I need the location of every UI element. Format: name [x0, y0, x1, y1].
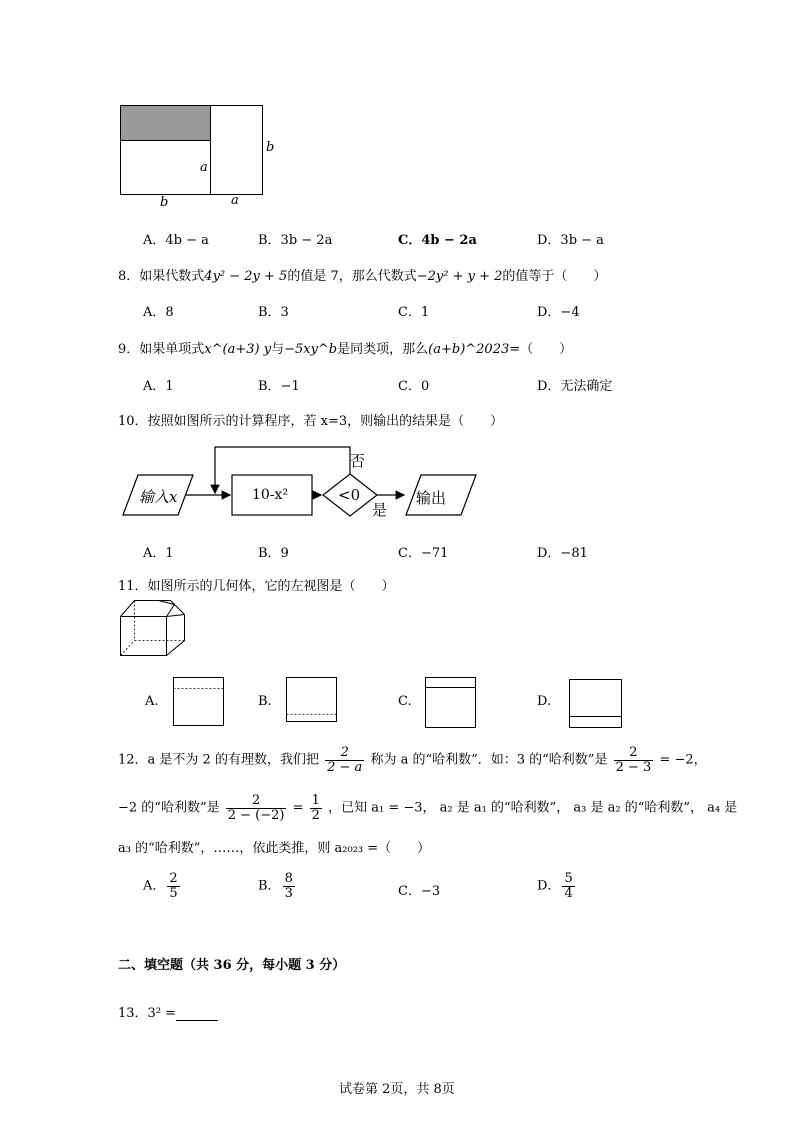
q11-option-b-figure[interactable]	[285, 676, 339, 728]
q8-option-b[interactable]: B．3	[258, 305, 289, 320]
q7-option-a[interactable]: A．4b − a	[143, 233, 209, 248]
label-a-bottom: a	[231, 193, 239, 208]
q8-stem: 8．如果代数式4y² − 2y + 5的值是 7，那么代数式−2y² + y + 2的值等于（ ）	[118, 269, 607, 284]
q12-option-b[interactable]: B． $\frac{8}{3}$	[258, 871, 293, 901]
q12-option-a[interactable]: A． $\frac{2}{5}$	[143, 871, 178, 901]
q7-option-d[interactable]: D．3b − a	[537, 233, 604, 248]
flow-input-label: 输入x	[139, 488, 178, 506]
section-2-title: 二、填空题（共 36 分，每小题 3 分）	[118, 958, 346, 973]
q9-option-a[interactable]: A．1	[143, 379, 174, 394]
q12-line3: a₃ 的“哈利数”，……，依此类推，则 a₂₀₂₃ =（ ）	[118, 841, 431, 856]
q7-figure	[110, 100, 290, 215]
q8-option-c[interactable]: C．1	[398, 305, 430, 320]
q12-line2: −2 的“哈利数”是 $\frac{2}{2 - (-2)}$ = $\frac{1}{2}$ ，已知 a₁ = −3， a₂ 是 a₁ 的“哈利数”， a₃ 是 a₂ 的“哈利数”， a₄ 是	[118, 793, 738, 823]
q8-option-a[interactable]: A．8	[143, 305, 174, 320]
q11-option-c-figure[interactable]	[424, 676, 478, 728]
flow-decision-label: <0	[338, 486, 361, 504]
q12-option-c[interactable]: C．−3	[398, 884, 441, 899]
q7-option-c[interactable]: C．4b − 2a	[398, 233, 477, 248]
q10-flowchart	[118, 440, 488, 525]
q10-option-b[interactable]: B．9	[258, 546, 289, 561]
q11-option-d-figure[interactable]	[568, 678, 624, 730]
q11-option-d[interactable]: D.	[537, 694, 552, 709]
q9-stem: 9．如果单项式x^(a+3) y与−5xy^b是同类项，那么(a+b)^2023=（ ）	[118, 342, 573, 357]
q11-option-a-figure[interactable]	[172, 676, 226, 728]
q9-option-b[interactable]: B．−1	[258, 379, 300, 394]
q7-option-b[interactable]: B．3b − 2a	[258, 233, 333, 248]
flow-output-label: 输出	[416, 489, 447, 507]
q11-option-c[interactable]: C.	[398, 694, 412, 709]
page-footer: 试卷第 2页，共 8页	[339, 1082, 455, 1097]
shaded-rect	[121, 106, 211, 141]
q13-stem: 13．3² =	[118, 1002, 218, 1021]
q8-option-d[interactable]: D．−4	[537, 305, 580, 320]
q11-option-a[interactable]: A.	[145, 694, 159, 709]
q11-option-b[interactable]: B.	[258, 694, 272, 709]
q10-option-a[interactable]: A．1	[143, 546, 174, 561]
q13-answer-blank[interactable]	[176, 1008, 218, 1021]
label-a-inner: a	[200, 160, 208, 175]
q9-option-c[interactable]: C．0	[398, 379, 430, 394]
flow-process-label: 10-x²	[252, 487, 289, 503]
flow-no-label: 否	[350, 452, 366, 470]
q9-option-d[interactable]: D．无法确定	[537, 379, 613, 394]
q10-stem: 10．按照如图所示的计算程序，若 x=3，则输出的结果是（ ）	[118, 414, 504, 429]
q12-line1: 12．a 是不为 2 的有理数，我们把 $\frac{2}{2 - a}$ 称为 a 的“哈利数”．如：3 的“哈利数”是 $\frac{2}{2 - 3}$ = −2，	[118, 745, 707, 775]
q12-option-d[interactable]: D． $\frac{5}{4}$	[537, 871, 573, 901]
flow-yes-label: 是	[372, 501, 388, 519]
label-b-right: b	[266, 140, 275, 155]
label-b-bottom: b	[160, 195, 169, 210]
q10-option-d[interactable]: D．−81	[537, 546, 588, 561]
q10-option-c[interactable]: C．−71	[398, 546, 449, 561]
q11-stem: 11．如图所示的几何体，它的左视图是（ ）	[118, 579, 395, 594]
q11-solid-figure	[118, 598, 190, 660]
